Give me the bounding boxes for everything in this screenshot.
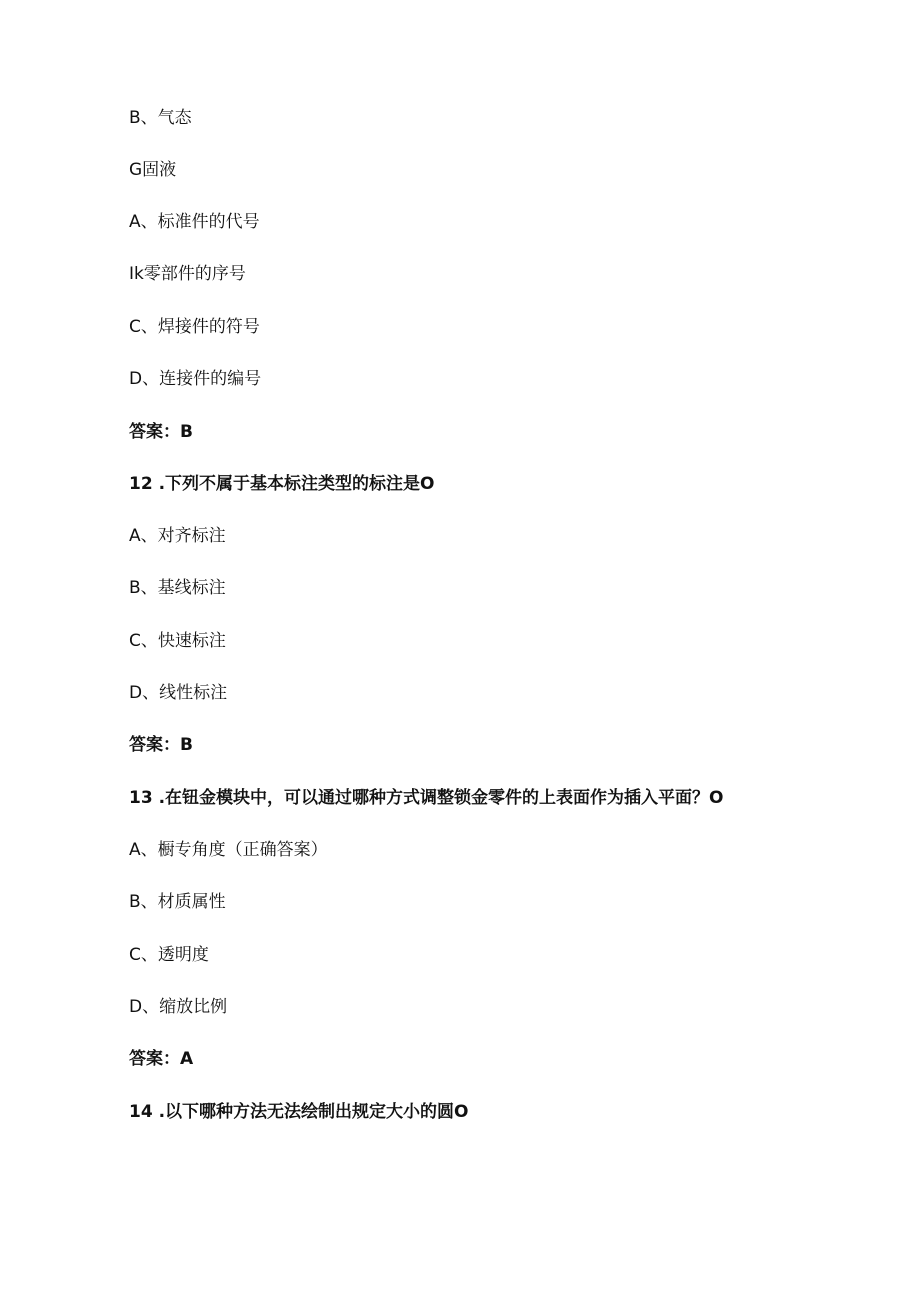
option-line: A、标准件的代号 xyxy=(129,212,260,232)
option-line: A、橱专角度（正确答案） xyxy=(129,840,328,860)
answer-line: 答案：A xyxy=(129,1049,194,1069)
answer-line: 答案：B xyxy=(129,422,193,442)
option-line: C、焊接件的符号 xyxy=(129,317,260,337)
option-line: D、线性标注 xyxy=(129,683,228,703)
answer-line: 答案：B xyxy=(129,735,193,755)
question-line: 13 .在钮金模块中，可以通过哪种方式调整锁金零件的上表面作为插入平面？O xyxy=(129,788,724,808)
option-line: Ik零部件的序号 xyxy=(129,264,246,284)
question-line: 14 .以下哪种方法无法绘制出规定大小的圆O xyxy=(129,1102,469,1122)
option-line: D、连接件的编号 xyxy=(129,369,262,389)
option-line: C、透明度 xyxy=(129,945,209,965)
option-line: D、缩放比例 xyxy=(129,997,228,1017)
option-line: A、对齐标注 xyxy=(129,526,226,546)
option-line: B、基线标注 xyxy=(129,578,226,598)
option-line: G固液 xyxy=(129,160,177,180)
option-line: B、材质属性 xyxy=(129,892,226,912)
option-line: C、快速标注 xyxy=(129,631,226,651)
question-line: 12 .下列不属于基本标注类型的标注是O xyxy=(129,474,435,494)
option-line: B、气态 xyxy=(129,108,192,128)
